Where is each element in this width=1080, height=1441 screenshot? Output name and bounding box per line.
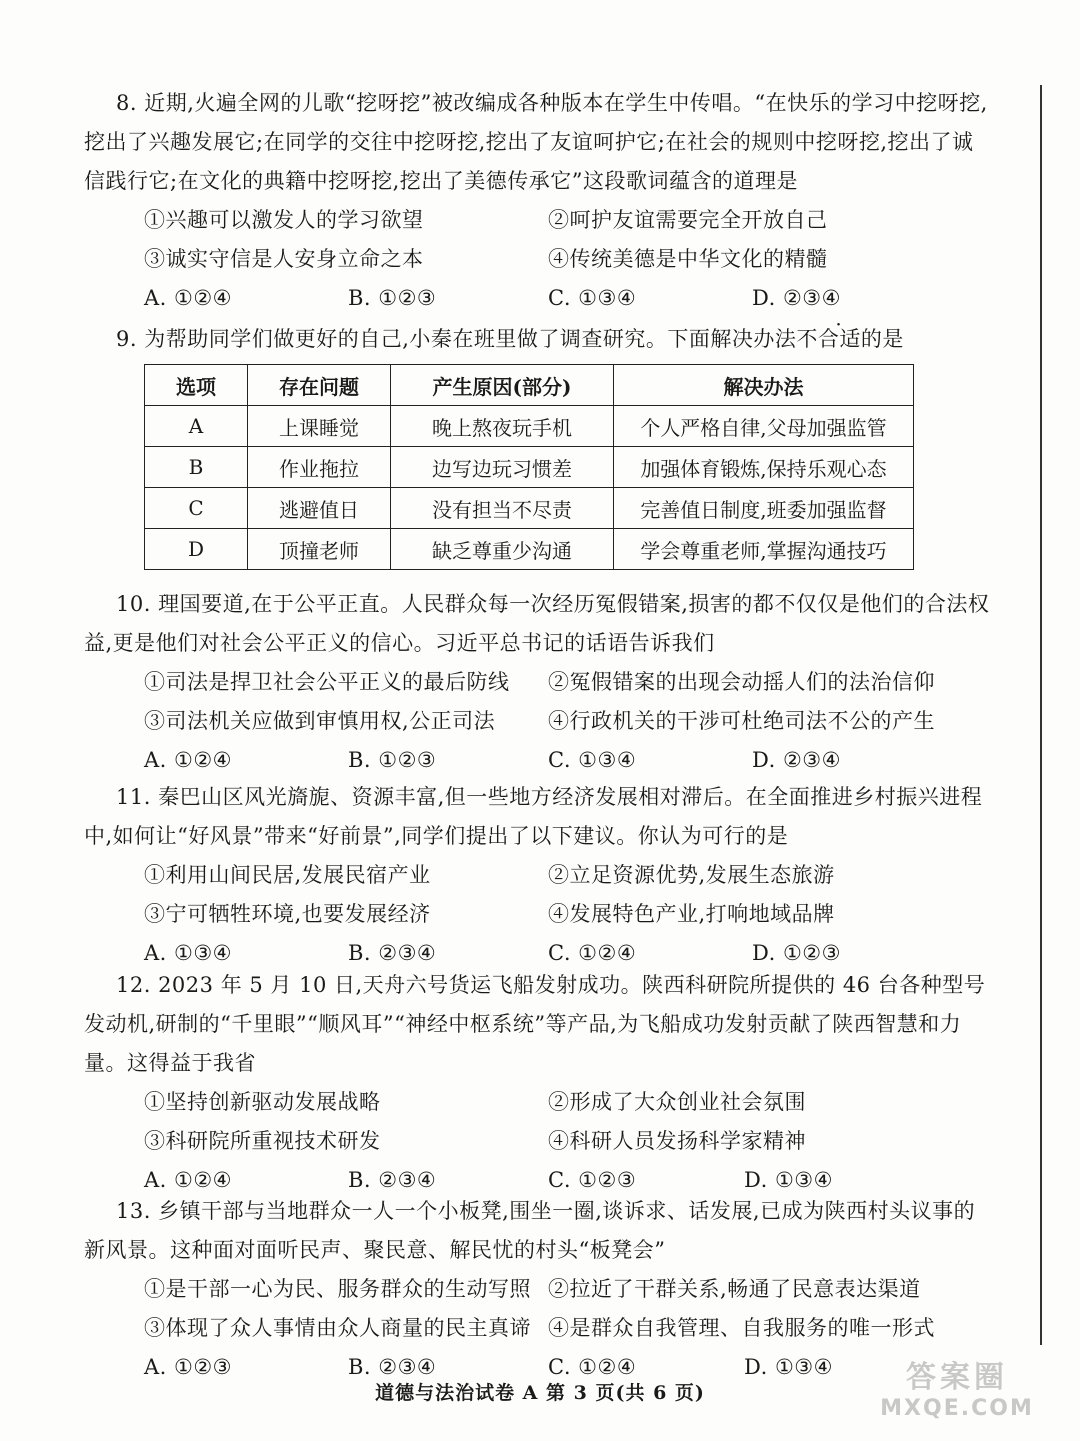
table-cell: 晚上熬夜玩手机 xyxy=(391,406,614,447)
statement-2: ②立足资源优势,发展生态旅游 xyxy=(548,863,835,887)
statement-4: ④是群众自我管理、自我服务的唯一形式 xyxy=(548,1316,935,1340)
question-11 xyxy=(84,778,994,973)
statement-1: ①司法是捍卫社会公平正义的最后防线 xyxy=(144,670,510,694)
choice-a: A. ①②④ xyxy=(144,748,232,772)
header-solution: 解决办法 xyxy=(614,365,914,406)
emphasis-text: 不合适 xyxy=(796,327,861,351)
table-cell: A xyxy=(145,406,248,447)
table-cell: 学会尊重老师,掌握沟通技巧 xyxy=(614,529,914,570)
choice-c: C. ①②③ xyxy=(548,1168,637,1192)
question-13 xyxy=(84,1192,994,1387)
survey-table xyxy=(144,364,914,570)
table-cell: 加强体育锻炼,保持乐观心态 xyxy=(614,447,914,488)
choice-b: B. ②③④ xyxy=(348,941,437,965)
question-10 xyxy=(84,585,994,780)
choice-c: C. ①③④ xyxy=(548,286,637,310)
table-cell: B xyxy=(145,447,248,488)
statement-4: ④传统美德是中华文化的精髓 xyxy=(548,247,828,271)
table-cell: 缺乏尊重少沟通 xyxy=(391,529,614,570)
table-row xyxy=(145,447,914,488)
page-footer: 道德与法治试卷 A 第 3 页(共 6 页) xyxy=(375,1382,705,1404)
choice-b: B. ②③④ xyxy=(348,1355,437,1379)
choice-d: D. ②③④ xyxy=(752,748,841,772)
table-row xyxy=(145,406,914,447)
choice-d: D. ①③④ xyxy=(744,1355,833,1379)
statement-3: ③科研院所重视技术研发 xyxy=(144,1129,381,1153)
choice-a: A. ①③④ xyxy=(144,941,232,965)
statement-2: ②冤假错案的出现会动摇人们的法治信仰 xyxy=(548,670,935,694)
table-cell: 边写边玩习惯差 xyxy=(391,447,614,488)
statement-1: ①是干部一心为民、服务群众的生动写照 xyxy=(144,1277,531,1301)
choice-a: A. ①②④ xyxy=(144,286,232,310)
statement-3: ③司法机关应做到审慎用权,公正司法 xyxy=(144,709,496,733)
question-9 xyxy=(84,320,994,359)
statement-2: ②拉近了干群关系,畅通了民意表达渠道 xyxy=(548,1277,921,1301)
choice-d: D. ①③④ xyxy=(744,1168,833,1192)
watermark-logo: 答案圈 MXQE.COM xyxy=(880,1360,1034,1421)
choice-d: D. ②③④ xyxy=(752,286,841,310)
statement-3: ③宁可牺牲环境,也要发展经济 xyxy=(144,902,431,926)
question-stem: 12. 2023 年 5 月 10 日,天舟六号货运飞船发射成功。陕西科研院所提供的 46 台各种型号发动机,研制的“千里眼”“顺风耳”“神经中枢系统”等产品,为飞船成功发射贡献了陕西智慧和力量。这得益于我省 xyxy=(84,973,986,1075)
table-header-row xyxy=(145,365,914,406)
table-cell: 逃避值日 xyxy=(248,488,391,529)
header-problem: 存在问题 xyxy=(248,365,391,406)
choice-c: C. ①②④ xyxy=(548,941,637,965)
statement-2: ②呵护友谊需要完全开放自己 xyxy=(548,208,828,232)
question-8 xyxy=(84,84,994,318)
table-cell: 顶撞老师 xyxy=(248,529,391,570)
choice-b: B. ①②③ xyxy=(348,748,437,772)
statement-4: ④科研人员发扬科学家精神 xyxy=(548,1129,806,1153)
table-cell: 个人严格自律,父母加强监管 xyxy=(614,406,914,447)
statement-4: ④发展特色产业,打响地域品牌 xyxy=(548,902,835,926)
margin-rule xyxy=(1040,85,1042,1345)
table-cell: 没有担当不尽责 xyxy=(391,488,614,529)
table-row xyxy=(145,529,914,570)
table-cell: D xyxy=(145,529,248,570)
choice-b: B. ①②③ xyxy=(348,286,437,310)
table-cell: C xyxy=(145,488,248,529)
choice-b: B. ②③④ xyxy=(348,1168,437,1192)
question-12 xyxy=(84,966,994,1200)
statement-3: ③诚实守信是人安身立命之本 xyxy=(144,247,424,271)
choice-a: A. ①②④ xyxy=(144,1168,232,1192)
question-stem: 10. 理国要道,在于公平正直。人民群众每一次经历冤假错案,损害的都不仅仅是他们的合法权益,更是他们对社会公平正义的信心。习近平总书记的话语告诉我们 xyxy=(84,592,990,655)
statement-3: ③体现了众人事情由众人商量的民主真谛 xyxy=(144,1316,531,1340)
header-option: 选项 xyxy=(145,365,248,406)
question-stem: 13. 乡镇干部与当地群众一人一个小板凳,围坐一圈,谈诉求、话发展,已成为陕西村头议事的新风景。这种面对面听民声、聚民意、解民忧的村头“板凳会” xyxy=(84,1199,976,1262)
statement-1: ①坚持创新驱动发展战略 xyxy=(144,1090,381,1114)
header-cause: 产生原因(部分) xyxy=(391,365,614,406)
statement-4: ④行政机关的干涉可杜绝司法不公的产生 xyxy=(548,709,935,733)
statement-1: ①利用山间民居,发展民宿产业 xyxy=(144,863,431,887)
choice-a: A. ①②③ xyxy=(144,1355,232,1379)
table-cell: 上课睡觉 xyxy=(248,406,391,447)
question-stem: 8. 近期,火遍全网的儿歌“挖呀挖”被改编成各种版本在学生中传唱。“在快乐的学习中挖呀挖,挖出了兴趣发展它;在同学的交往中挖呀挖,挖出了友谊呵护它;在社会的规则中挖呀挖,挖出了诚信践行它;在文化的典籍中挖呀挖,挖出了美德传承它”这段歌词蕴含的道理是 xyxy=(84,91,988,193)
choice-c: C. ①③④ xyxy=(548,748,637,772)
statement-1: ①兴趣可以激发人的学习欲望 xyxy=(144,208,424,232)
question-stem: 9. 为帮助同学们做更好的自己,小秦在班里做了调查研究。下面解决办法不合适的是 xyxy=(116,327,904,351)
choice-d: D. ①②③ xyxy=(752,941,841,965)
statement-2: ②形成了大众创业社会氛围 xyxy=(548,1090,806,1114)
table-row xyxy=(145,488,914,529)
table-cell: 作业拖拉 xyxy=(248,447,391,488)
question-stem: 11. 秦巴山区风光旖旎、资源丰富,但一些地方经济发展相对滞后。在全面推进乡村振兴进程中,如何让“好风景”带来“好前景”,同学们提出了以下建议。你认为可行的是 xyxy=(84,785,983,848)
table-cell: 完善值日制度,班委加强监督 xyxy=(614,488,914,529)
choice-c: C. ①②④ xyxy=(548,1355,637,1379)
